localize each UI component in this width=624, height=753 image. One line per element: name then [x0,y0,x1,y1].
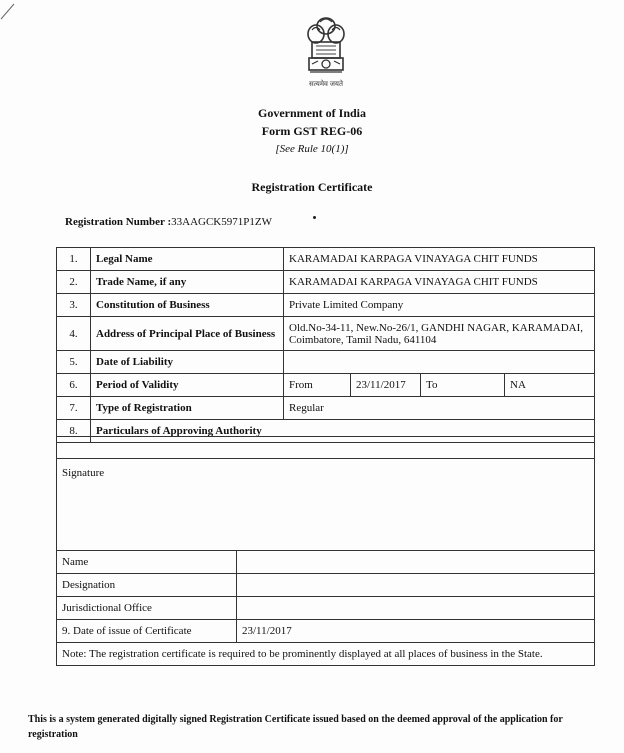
approving-authority-label: Particulars of Approving Authority [91,420,595,443]
legal-name-label: Legal Name [91,248,284,271]
signature-label: Signature [57,459,595,551]
approving-authority-table [56,436,595,666]
registration-number-label: Registration Number : [65,216,172,228]
validity-to-value: NA [505,374,595,397]
address-label: Address of Principal Place of Business [91,317,284,351]
jurisdictional-office-label: Jurisdictional Office [57,597,237,620]
registration-number-value: 33AAGCK5971P1ZW [171,216,272,228]
rule-reference: [See Rule 10(1)] [275,143,349,155]
validity-from-value: 23/11/2017 [351,374,421,397]
table-row [57,437,595,459]
row-number: 8. [57,420,91,443]
period-of-validity-label: Period of Validity [91,374,284,397]
date-of-liability-value [284,351,595,374]
table-row [57,271,595,294]
date-of-issue-label: 9. Date of issue of Certificate [57,620,237,643]
table-row [57,317,595,351]
row-number: 1. [57,248,91,271]
row-number: 5. [57,351,91,374]
designation-label: Designation [57,574,237,597]
constitution-value: Private Limited Company [284,294,595,317]
row-number: 7. [57,397,91,420]
table-row [57,374,595,397]
form-heading: Form GST REG-06 [261,124,363,138]
validity-from-label: From [284,374,351,397]
scan-corner-mark [0,0,20,20]
table-row [57,574,595,597]
designation-value [237,574,595,597]
table-row [57,351,595,374]
registration-number [65,216,272,228]
jurisdictional-office-value [237,597,595,620]
emblem-motto: सत्यमेव जयते [309,80,343,88]
row-number: 4. [57,317,91,351]
date-of-liability-label: Date of Liability [91,351,284,374]
row-number: 2. [57,271,91,294]
name-value [237,551,595,574]
blank-row [57,437,595,459]
trade-name-label: Trade Name, if any [91,271,284,294]
table-row [57,248,595,271]
name-label: Name [57,551,237,574]
date-of-issue-value: 23/11/2017 [237,620,595,643]
table-row [57,459,595,551]
validity-to-label: To [421,374,505,397]
row-number: 6. [57,374,91,397]
address-value: Old.No-34-11, New.No-26/1, GANDHI NAGAR, KARAMADAI, Coimbatore, Tamil Nadu, 641104 [284,317,595,351]
table-row [57,551,595,574]
type-of-registration-value: Regular [284,397,595,420]
legal-name-value: KARAMADAI KARPAGA VINAYAGA CHIT FUNDS [284,248,595,271]
government-heading: Government of India [258,106,366,120]
table-row [57,397,595,420]
table-row [57,620,595,643]
registration-details-table [56,247,595,443]
type-of-registration-label: Type of Registration [91,397,284,420]
constitution-label: Constitution of Business [91,294,284,317]
certificate-title: Registration Certificate [251,180,373,194]
table-row [57,294,595,317]
trade-name-value: KARAMADAI KARPAGA VINAYAGA CHIT FUNDS [284,271,595,294]
table-row [57,597,595,620]
table-row [57,643,595,666]
scan-speck [313,216,316,219]
row-number: 3. [57,294,91,317]
display-note: Note: The registration certificate is required to be prominently displayed at all places of business in the State. [57,643,595,666]
system-generated-note: This is a system generated digitally signed Registration Certificate issued based on the deemed approval of the application for registration [28,714,563,740]
